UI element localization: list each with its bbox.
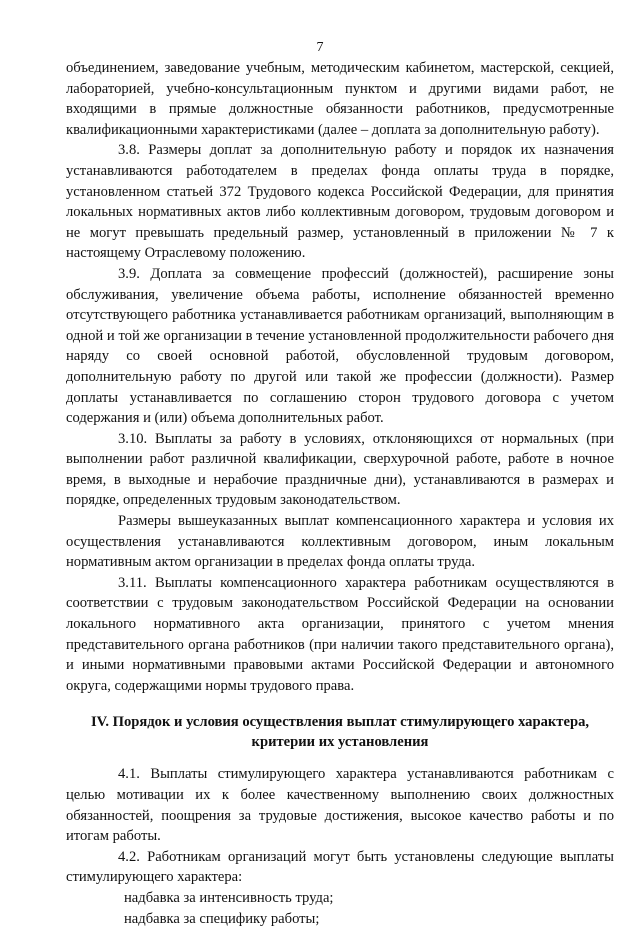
paragraph-compensation-amounts: Размеры вышеуказанных выплат компенсационного характера и условия их осуществления устанавливаются коллективным договором, иным локальным нормативным актом организации в пределах фонда оплаты труда. [66,513,614,571]
document-body [66,58,614,929]
paragraph-4-2: 4.2. Работникам организаций могут быть установлены следующие выплаты стимулирующего характера: [66,848,614,886]
paragraph-3-8: 3.8. Размеры доплат за дополнительную работу и порядок их назначения устанавливаются работодателем в пределах фонда оплаты труда в порядке, установленном статьей 372 Трудового кодекса Российской Федерации, для принятия локальных нормативных актов либо коллективным договором, трудовым договором и не могут превышать предельный размер, установленный в приложении № 7 к настоящему Отраслевому положению. [66,142,614,262]
page-number: 7 [316,40,324,55]
paragraph-3-11: 3.11. Выплаты компенсационного характера работникам осуществляются в соответствии с трудовым законодательством Российской Федерации на основании локального нормативного акта организации, принятого с учетом мнения представительного органа работников (при наличии такого представительного органа), и иными нормативными правовыми актами Российской Федерации и автономного округа, содержащими нормы трудового права. [66,574,614,694]
paragraph-4-1: 4.1. Выплаты стимулирующего характера устанавливаются работникам с целью мотивации их к более качественному выполнению своих должностных обязанностей, поощрения за трудовые достижения, высокое качество работы и по итогам работы. [66,766,614,845]
paragraph-3-10: 3.10. Выплаты за работу в условиях, отклоняющихся от нормальных (при выполнении работ различной квалификации, сверхурочной работе, работе в ночное время, в выходные и нерабочие праздничные дни), устанавливаются в размерах и порядке, определенных трудовым законодательством. [66,430,614,509]
paragraph-continuation: объединением, заведование учебным, методическим кабинетом, мастерской, секцией, лабораторией, учебно-консультационным пунктом и другими видами работ, не входящими в прямые должностные обязанности работников, предусмотренные квалификационными характеристиками (далее – доплата за дополнительную работу). [66,60,614,138]
section-heading: IV. Порядок и условия осуществления выплат стимулирующего характера, критерии их установления [90,714,590,751]
paragraph-3-9: 3.9. Доплата за совмещение профессий (должностей), расширение зоны обслуживания, увеличение объема работы, исполнение обязанностей временно отсутствующего работника устанавливается работникам организаций, выполняющим в одной и той же организации в течение установленной продолжительности рабочего дня наряду со своей основной работой, обусловленной трудовым договором, дополнительную работу по другой или такой же профессии (должности). Размер доплаты устанавливается по соглашению сторон трудового договора с учетом содержания и (или) объема дополнительных работ. [66,265,614,427]
list-item: надбавка за интенсивность труда; [124,889,334,906]
list-item: надбавка за специфику работы; [124,910,320,927]
